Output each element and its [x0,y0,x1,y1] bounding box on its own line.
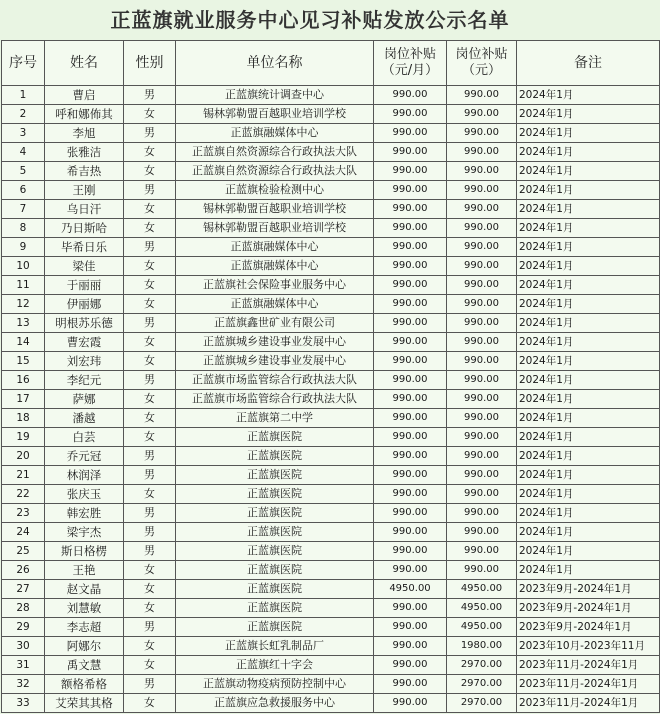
cell-gender: 女 [124,694,176,713]
cell-remark: 2024年1月 [517,295,660,314]
cell-monthly-subsidy: 990.00 [374,352,447,371]
cell-name: 斯日格楞 [45,542,124,561]
header-gender: 性别 [124,41,176,86]
cell-monthly-subsidy: 990.00 [374,143,447,162]
cell-org: 正蓝旗医院 [176,542,374,561]
cell-name: 张雅洁 [45,143,124,162]
cell-total-subsidy: 990.00 [447,409,517,428]
cell-org: 正蓝旗第二中学 [176,409,374,428]
cell-total-subsidy: 2970.00 [447,675,517,694]
cell-name: 伊丽娜 [45,295,124,314]
cell-seq: 10 [2,257,45,276]
cell-monthly-subsidy: 990.00 [374,124,447,143]
cell-remark: 2023年9月-2024年1月 [517,599,660,618]
cell-seq: 24 [2,523,45,542]
cell-name: 阿娜尔 [45,637,124,656]
table-row [2,599,660,618]
cell-org: 正蓝旗医院 [176,466,374,485]
cell-name: 乃日斯哈 [45,219,124,238]
cell-monthly-subsidy: 990.00 [374,409,447,428]
cell-org: 正蓝旗医院 [176,561,374,580]
cell-remark: 2024年1月 [517,485,660,504]
cell-monthly-subsidy: 990.00 [374,504,447,523]
cell-remark: 2023年9月-2024年1月 [517,580,660,599]
cell-seq: 27 [2,580,45,599]
cell-gender: 男 [124,542,176,561]
cell-gender: 男 [124,181,176,200]
cell-gender: 男 [124,675,176,694]
cell-remark: 2024年1月 [517,257,660,276]
cell-gender: 女 [124,599,176,618]
cell-name: 张庆玉 [45,485,124,504]
header-seq: 序号 [2,41,45,86]
cell-total-subsidy: 990.00 [447,314,517,333]
cell-org: 正蓝旗鑫世矿业有限公司 [176,314,374,333]
cell-seq: 31 [2,656,45,675]
cell-monthly-subsidy: 990.00 [374,599,447,618]
cell-name: 李旭 [45,124,124,143]
cell-monthly-subsidy: 990.00 [374,523,447,542]
cell-org: 正蓝旗市场监管综合行政执法大队 [176,390,374,409]
cell-monthly-subsidy: 990.00 [374,447,447,466]
cell-org: 正蓝旗医院 [176,485,374,504]
cell-gender: 女 [124,295,176,314]
header-remark: 备注 [517,41,660,86]
table-row [2,143,660,162]
table-row [2,86,660,105]
table-row [2,238,660,257]
cell-monthly-subsidy: 990.00 [374,257,447,276]
cell-remark: 2024年1月 [517,181,660,200]
cell-remark: 2023年11月-2024年1月 [517,675,660,694]
table-row [2,105,660,124]
table-row [2,200,660,219]
table-row [2,485,660,504]
cell-total-subsidy: 990.00 [447,466,517,485]
table-row [2,561,660,580]
cell-org: 正蓝旗自然资源综合行政执法大队 [176,162,374,181]
cell-remark: 2024年1月 [517,105,660,124]
cell-remark: 2024年1月 [517,390,660,409]
cell-monthly-subsidy: 990.00 [374,333,447,352]
cell-remark: 2023年11月-2024年1月 [517,656,660,675]
cell-name: 额格希格 [45,675,124,694]
cell-org: 正蓝旗医院 [176,428,374,447]
cell-gender: 女 [124,561,176,580]
cell-name: 乌日汗 [45,200,124,219]
cell-monthly-subsidy: 990.00 [374,162,447,181]
cell-monthly-subsidy: 990.00 [374,542,447,561]
cell-monthly-subsidy: 990.00 [374,561,447,580]
cell-remark: 2024年1月 [517,409,660,428]
cell-total-subsidy: 990.00 [447,105,517,124]
cell-seq: 25 [2,542,45,561]
cell-gender: 男 [124,124,176,143]
cell-gender: 男 [124,466,176,485]
cell-seq: 28 [2,599,45,618]
cell-name: 呼和娜佈其 [45,105,124,124]
cell-name: 韩宏胜 [45,504,124,523]
cell-seq: 7 [2,200,45,219]
cell-total-subsidy: 990.00 [447,219,517,238]
cell-monthly-subsidy: 990.00 [374,219,447,238]
cell-remark: 2024年1月 [517,542,660,561]
cell-org: 正蓝旗市场监管综合行政执法大队 [176,371,374,390]
cell-gender: 女 [124,143,176,162]
cell-total-subsidy: 990.00 [447,295,517,314]
cell-gender: 女 [124,257,176,276]
table-row [2,181,660,200]
cell-seq: 8 [2,219,45,238]
cell-name: 曹启 [45,86,124,105]
table-body [2,86,660,713]
cell-org: 正蓝旗检验检测中心 [176,181,374,200]
cell-org: 正蓝旗融媒体中心 [176,124,374,143]
cell-total-subsidy: 990.00 [447,143,517,162]
cell-monthly-subsidy: 990.00 [374,276,447,295]
table-row [2,504,660,523]
table-row [2,124,660,143]
cell-remark: 2024年1月 [517,276,660,295]
cell-total-subsidy: 1980.00 [447,637,517,656]
cell-org: 正蓝旗社会保险事业服务中心 [176,276,374,295]
cell-total-subsidy: 990.00 [447,200,517,219]
cell-remark: 2024年1月 [517,466,660,485]
cell-total-subsidy: 990.00 [447,181,517,200]
cell-monthly-subsidy: 990.00 [374,637,447,656]
cell-total-subsidy: 990.00 [447,542,517,561]
cell-total-subsidy: 990.00 [447,352,517,371]
cell-seq: 15 [2,352,45,371]
cell-name: 李纪元 [45,371,124,390]
cell-seq: 3 [2,124,45,143]
cell-seq: 2 [2,105,45,124]
cell-total-subsidy: 990.00 [447,561,517,580]
cell-seq: 20 [2,447,45,466]
cell-org: 正蓝旗城乡建设事业发展中心 [176,333,374,352]
cell-total-subsidy: 990.00 [447,447,517,466]
table-row [2,352,660,371]
cell-org: 正蓝旗医院 [176,580,374,599]
cell-seq: 16 [2,371,45,390]
cell-gender: 男 [124,238,176,257]
cell-seq: 33 [2,694,45,713]
cell-org: 正蓝旗融媒体中心 [176,257,374,276]
cell-gender: 女 [124,105,176,124]
cell-monthly-subsidy: 990.00 [374,295,447,314]
cell-seq: 14 [2,333,45,352]
table-row [2,409,660,428]
cell-name: 王艳 [45,561,124,580]
cell-name: 于丽丽 [45,276,124,295]
cell-remark: 2023年10月-2023年11月 [517,637,660,656]
cell-org: 正蓝旗长虹乳制品厂 [176,637,374,656]
cell-monthly-subsidy: 990.00 [374,485,447,504]
cell-name: 李志超 [45,618,124,637]
cell-remark: 2024年1月 [517,447,660,466]
cell-monthly-subsidy: 990.00 [374,694,447,713]
cell-name: 禹文慧 [45,656,124,675]
cell-monthly-subsidy: 990.00 [374,181,447,200]
cell-name: 刘宏玮 [45,352,124,371]
cell-total-subsidy: 990.00 [447,257,517,276]
cell-name: 林润泽 [45,466,124,485]
subsidy-table [1,40,660,713]
cell-monthly-subsidy: 4950.00 [374,580,447,599]
cell-total-subsidy: 990.00 [447,124,517,143]
header-name: 姓名 [45,41,124,86]
cell-total-subsidy: 990.00 [447,371,517,390]
cell-org: 锡林郭勒盟百越职业培训学校 [176,200,374,219]
cell-remark: 2023年11月-2024年1月 [517,694,660,713]
cell-monthly-subsidy: 990.00 [374,618,447,637]
cell-gender: 男 [124,371,176,390]
cell-remark: 2024年1月 [517,143,660,162]
table-row [2,428,660,447]
cell-gender: 女 [124,637,176,656]
cell-seq: 19 [2,428,45,447]
page-title: 正蓝旗就业服务中心见习补贴发放公示名单 [0,0,660,40]
cell-name: 希吉热 [45,162,124,181]
cell-total-subsidy: 990.00 [447,86,517,105]
cell-total-subsidy: 990.00 [447,162,517,181]
cell-name: 明根苏乐德 [45,314,124,333]
cell-remark: 2024年1月 [517,314,660,333]
cell-name: 潘越 [45,409,124,428]
cell-gender: 女 [124,485,176,504]
cell-gender: 女 [124,162,176,181]
table-row [2,694,660,713]
cell-gender: 女 [124,333,176,352]
cell-name: 王刚 [45,181,124,200]
cell-remark: 2024年1月 [517,352,660,371]
cell-seq: 9 [2,238,45,257]
cell-monthly-subsidy: 990.00 [374,200,447,219]
cell-total-subsidy: 990.00 [447,333,517,352]
table-row [2,656,660,675]
cell-seq: 11 [2,276,45,295]
table-row [2,637,660,656]
cell-gender: 男 [124,504,176,523]
cell-seq: 12 [2,295,45,314]
cell-gender: 女 [124,390,176,409]
table-row [2,580,660,599]
cell-org: 正蓝旗自然资源综合行政执法大队 [176,143,374,162]
header-total-subsidy: 岗位补贴（元） [447,41,517,86]
header-monthly-subsidy: 岗位补贴（元/月） [374,41,447,86]
cell-remark: 2024年1月 [517,124,660,143]
cell-gender: 男 [124,314,176,333]
cell-name: 曹宏霞 [45,333,124,352]
cell-seq: 21 [2,466,45,485]
cell-org: 正蓝旗医院 [176,599,374,618]
cell-total-subsidy: 4950.00 [447,618,517,637]
table-row [2,447,660,466]
cell-remark: 2024年1月 [517,219,660,238]
cell-name: 艾荣其其格 [45,694,124,713]
cell-org: 锡林郭勒盟百越职业培训学校 [176,219,374,238]
cell-monthly-subsidy: 990.00 [374,314,447,333]
cell-monthly-subsidy: 990.00 [374,466,447,485]
cell-org: 正蓝旗城乡建设事业发展中心 [176,352,374,371]
cell-monthly-subsidy: 990.00 [374,86,447,105]
cell-remark: 2024年1月 [517,428,660,447]
cell-gender: 女 [124,219,176,238]
cell-total-subsidy: 990.00 [447,428,517,447]
cell-org: 正蓝旗医院 [176,504,374,523]
table-row [2,295,660,314]
cell-seq: 6 [2,181,45,200]
cell-remark: 2024年1月 [517,200,660,219]
table-row [2,314,660,333]
cell-org: 正蓝旗医院 [176,447,374,466]
cell-total-subsidy: 2970.00 [447,656,517,675]
cell-gender: 女 [124,200,176,219]
cell-remark: 2024年1月 [517,371,660,390]
cell-total-subsidy: 4950.00 [447,580,517,599]
cell-org: 正蓝旗医院 [176,618,374,637]
cell-total-subsidy: 4950.00 [447,599,517,618]
table-row [2,162,660,181]
cell-gender: 男 [124,447,176,466]
table-row [2,371,660,390]
table-row [2,390,660,409]
table-row [2,333,660,352]
cell-total-subsidy: 990.00 [447,485,517,504]
cell-gender: 女 [124,352,176,371]
cell-name: 刘慧敏 [45,599,124,618]
cell-remark: 2024年1月 [517,238,660,257]
table-row [2,219,660,238]
cell-total-subsidy: 990.00 [447,276,517,295]
table-row [2,675,660,694]
cell-total-subsidy: 990.00 [447,390,517,409]
cell-seq: 23 [2,504,45,523]
cell-remark: 2024年1月 [517,162,660,181]
cell-monthly-subsidy: 990.00 [374,371,447,390]
table-row [2,466,660,485]
cell-name: 乔元冠 [45,447,124,466]
cell-seq: 13 [2,314,45,333]
cell-monthly-subsidy: 990.00 [374,238,447,257]
cell-seq: 26 [2,561,45,580]
cell-seq: 4 [2,143,45,162]
cell-total-subsidy: 990.00 [447,238,517,257]
cell-seq: 32 [2,675,45,694]
cell-gender: 女 [124,276,176,295]
table-row [2,618,660,637]
cell-org: 锡林郭勒盟百越职业培训学校 [176,105,374,124]
cell-gender: 男 [124,618,176,637]
cell-name: 赵文晶 [45,580,124,599]
cell-name: 白芸 [45,428,124,447]
cell-org: 正蓝旗红十字会 [176,656,374,675]
cell-remark: 2023年9月-2024年1月 [517,618,660,637]
cell-monthly-subsidy: 990.00 [374,105,447,124]
cell-monthly-subsidy: 990.00 [374,656,447,675]
cell-total-subsidy: 990.00 [447,504,517,523]
table-row [2,542,660,561]
cell-seq: 29 [2,618,45,637]
cell-name: 毕希日乐 [45,238,124,257]
cell-remark: 2024年1月 [517,86,660,105]
cell-remark: 2024年1月 [517,523,660,542]
cell-gender: 男 [124,523,176,542]
cell-gender: 女 [124,656,176,675]
table-row [2,523,660,542]
cell-seq: 17 [2,390,45,409]
table-header-row [2,41,660,86]
header-org: 单位名称 [176,41,374,86]
table-row [2,257,660,276]
cell-seq: 18 [2,409,45,428]
cell-name: 梁佳 [45,257,124,276]
cell-total-subsidy: 990.00 [447,523,517,542]
cell-gender: 女 [124,409,176,428]
cell-seq: 1 [2,86,45,105]
cell-gender: 女 [124,580,176,599]
cell-org: 正蓝旗医院 [176,523,374,542]
cell-seq: 22 [2,485,45,504]
cell-gender: 女 [124,428,176,447]
cell-name: 萨娜 [45,390,124,409]
cell-seq: 30 [2,637,45,656]
cell-name: 梁宇杰 [45,523,124,542]
cell-total-subsidy: 2970.00 [447,694,517,713]
cell-remark: 2024年1月 [517,504,660,523]
cell-org: 正蓝旗应急救援服务中心 [176,694,374,713]
cell-org: 正蓝旗融媒体中心 [176,295,374,314]
cell-remark: 2024年1月 [517,561,660,580]
cell-seq: 5 [2,162,45,181]
cell-monthly-subsidy: 990.00 [374,428,447,447]
table-row [2,276,660,295]
cell-gender: 男 [124,86,176,105]
cell-org: 正蓝旗统计调查中心 [176,86,374,105]
cell-monthly-subsidy: 990.00 [374,390,447,409]
cell-remark: 2024年1月 [517,333,660,352]
cell-org: 正蓝旗融媒体中心 [176,238,374,257]
cell-org: 正蓝旗动物疫病预防控制中心 [176,675,374,694]
cell-monthly-subsidy: 990.00 [374,675,447,694]
